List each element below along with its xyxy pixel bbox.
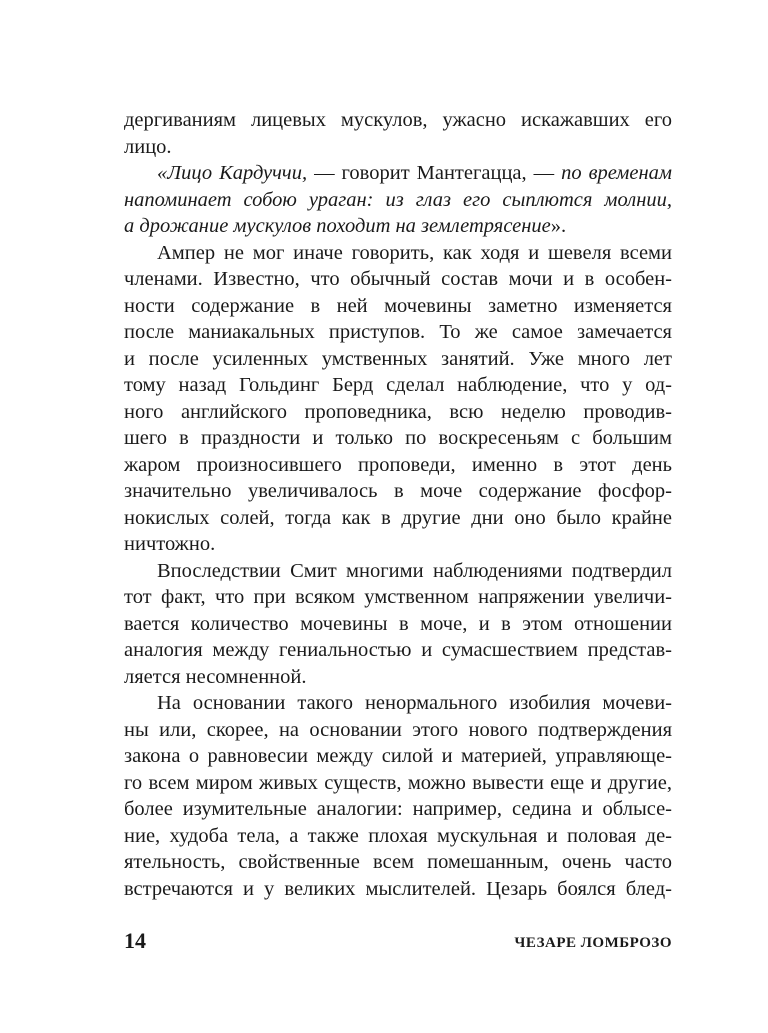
- text-line: Впоследствии Смит многими наблюдениями подтвердил: [157, 559, 672, 582]
- text-line: На основании такого ненормального изобилия мочеви-: [157, 692, 672, 714]
- text-line: ятельность, свойственные всем помешанным, очень часто: [124, 851, 672, 873]
- text-line: ние, худоба тела, а также плохая мускульная и половая де-: [124, 824, 672, 847]
- paragraph-3: [124, 240, 672, 558]
- quote-attribution: — говорит Мантегацца, —: [307, 162, 562, 184]
- text-line: ляется несомненной.: [124, 665, 307, 688]
- paragraph-quote: [124, 160, 672, 240]
- text-line: Ампер не мог иначе говорить, как ходя и шевеля всеми: [157, 241, 672, 264]
- text-line: дергиваниям лицевых мускулов, ужасно искажавших его: [124, 109, 672, 131]
- paragraph-4: [124, 558, 672, 691]
- page-body: [124, 107, 672, 902]
- text-line: тому назад Гольдинг Берд сделал наблюдение, что у од-: [124, 374, 672, 396]
- text-line: вается количество мочевины в моче, и в этом отношении: [124, 612, 672, 635]
- text-line: лицо.: [124, 135, 172, 158]
- text-line: жаром произносившего проповеди, именно в этот день: [124, 453, 672, 476]
- page-footer: [124, 926, 672, 956]
- text-line: напоминает собою ураган: из глаз его сыплются молнии,: [124, 188, 672, 211]
- text-line: более изумительные аналогии: например, седина и облысе-: [124, 798, 672, 820]
- text-line: [124, 213, 672, 240]
- text-line: тот факт, что при всяком умственном напряжении увеличи-: [124, 586, 672, 608]
- text-line: значительно увеличивалось в моче содержание фосфор-: [124, 480, 672, 502]
- text-line: ны или, скорее, на основании этого нового подтверждения: [124, 718, 672, 741]
- quote-italic: а дрожание мускулов походит на землетрясение: [124, 215, 551, 237]
- quote-italic: по временам: [561, 162, 672, 184]
- text-line: после маниакальных приступов. То же самое замечается: [124, 321, 672, 343]
- text-line: и после усиленных умственных занятий. Уже много лет: [124, 347, 672, 370]
- text-line: закона о равновесии между силой и материей, управляюще-: [124, 745, 672, 767]
- text-line: нокислых солей, тогда как в другие дни оно было крайне: [124, 506, 672, 529]
- quote-italic: «Лицо Кардуччи,: [157, 162, 308, 184]
- text-line: ничтожно.: [124, 533, 216, 555]
- page-number: 14: [124, 928, 146, 953]
- text-line: ного английского проповедника, всю неделю проводив-: [124, 400, 672, 423]
- text-line: встречаются и у великих мыслителей. Цезарь боялся блед-: [124, 877, 672, 900]
- text-line: аналогия между гениальностью и сумасшествием представ-: [124, 639, 672, 661]
- text-line: [124, 160, 672, 187]
- text-line: шего в праздности и только по воскресеньям с большим: [124, 427, 672, 449]
- text-line: го всем миром живых существ, можно вывести еще и другие,: [124, 771, 672, 794]
- paragraph-5: [124, 690, 672, 902]
- text-line: ности содержание в ней мочевины заметно изменяется: [124, 294, 672, 317]
- quote-close: ».: [550, 215, 567, 237]
- text-line: членами. Известно, что обычный состав мочи и в особен-: [124, 268, 672, 290]
- running-head-author: ЧЕЗАРЕ ЛОМБРОЗО: [514, 935, 672, 951]
- paragraph-1: [124, 107, 672, 160]
